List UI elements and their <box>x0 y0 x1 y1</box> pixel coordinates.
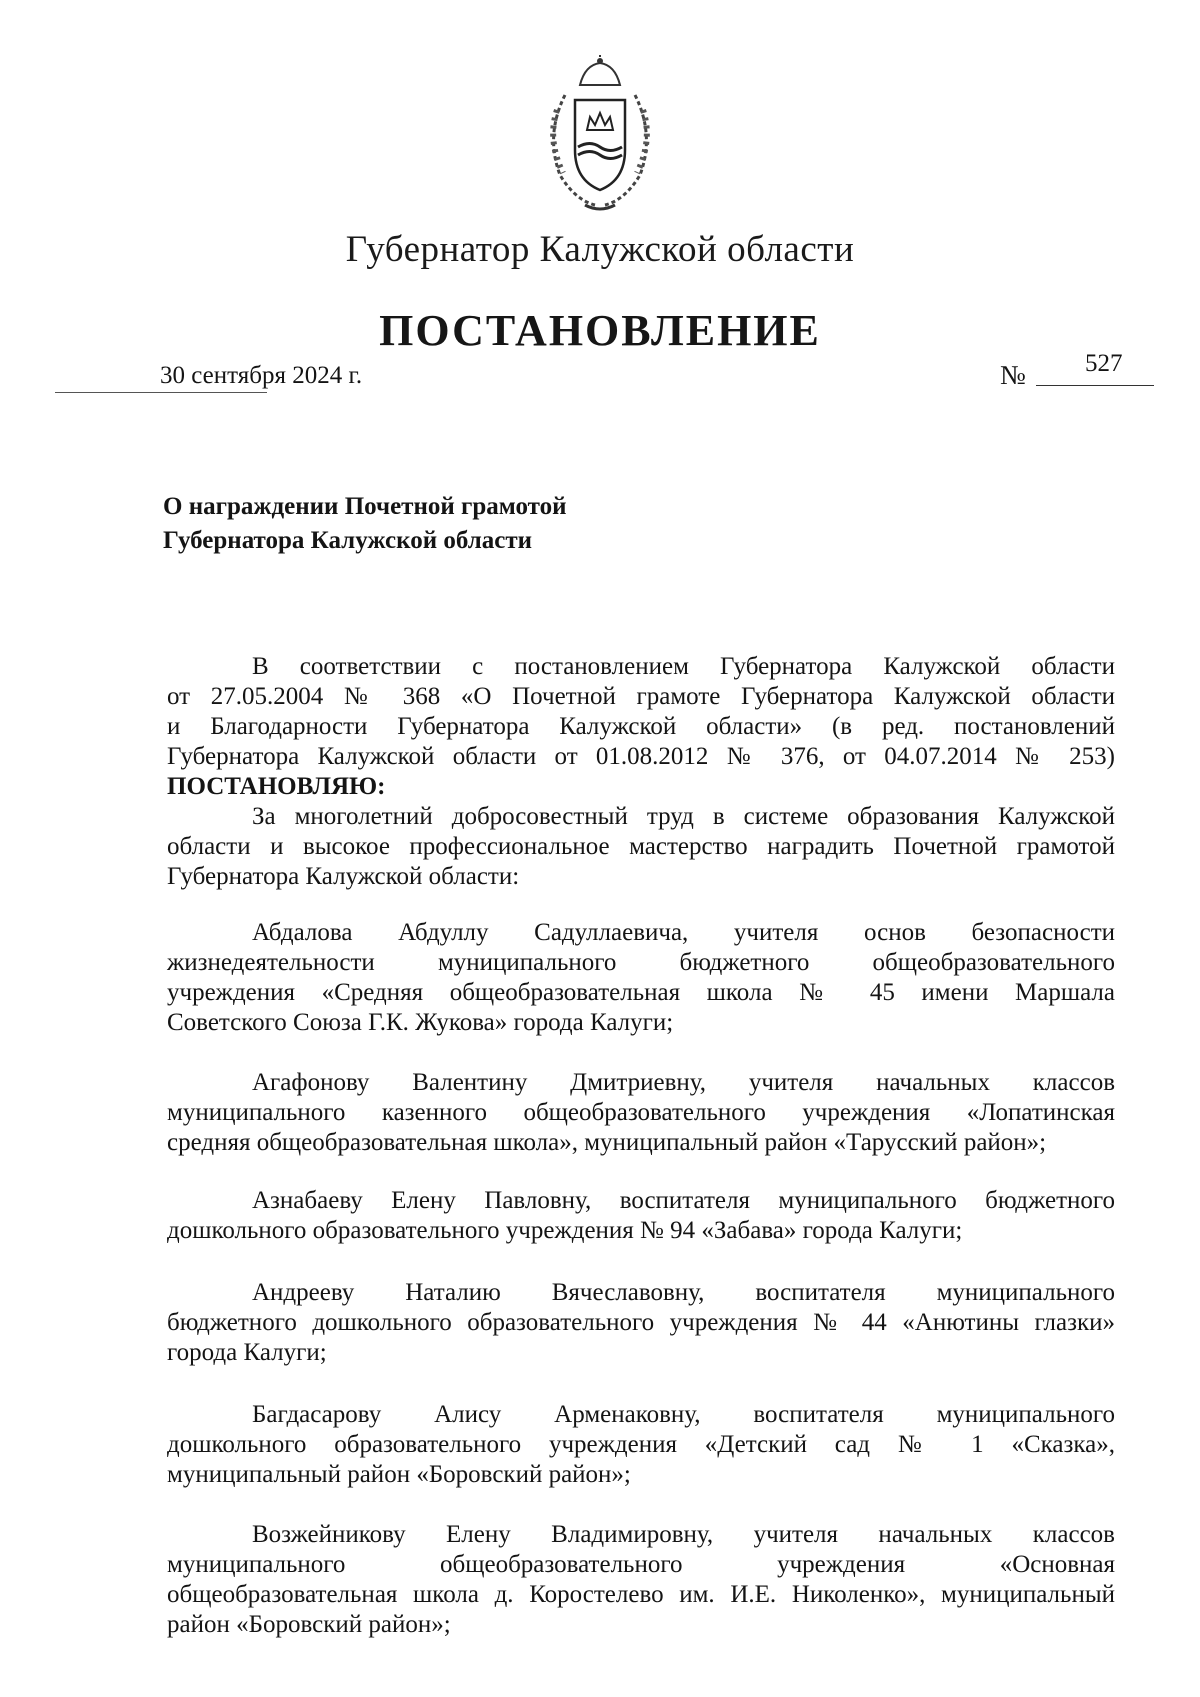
text-line: средняя общеобразовательная школа», муниципальный район «Тарусский район»; <box>167 1129 1047 1156</box>
text-line: от 27.05.2004 № 368 «О Почетной грамоте Губернатора Калужской области <box>167 683 1115 710</box>
date-underline <box>55 392 267 393</box>
decree-word: ПОСТАНОВЛЯЮ: <box>167 773 386 800</box>
text-line: бюджетного дошкольного образовательного учреждения № 44 «Анютины глазки» <box>167 1309 1115 1336</box>
document-number: 527 <box>1085 350 1123 377</box>
awardee-paragraph <box>167 1186 1115 1246</box>
text-line: общеобразовательная школа д. Коростелево им. И.Е. Николенко», муниципальный <box>167 1581 1115 1608</box>
awardee-paragraph <box>167 1068 1115 1158</box>
text-line: Багдасарову Алису Арменаковну, воспитателя муниципального <box>252 1401 1115 1428</box>
document-type: ПОСТАНОВЛЕНИЕ <box>379 306 821 355</box>
text-line: и Благодарности Губернатора Калужской области» (в ред. постановлений <box>167 713 1115 740</box>
text-line: дошкольного образовательного учреждения № 94 «Забава» города Калуги; <box>167 1217 963 1244</box>
text-line: муниципального общеобразовательного учреждения «Основная <box>167 1551 1115 1578</box>
number-underline <box>1036 385 1154 386</box>
number-label: № <box>1000 360 1026 390</box>
text-line: Агафонову Валентину Дмитриевну, учителя начальных классов <box>252 1069 1115 1096</box>
awardee-paragraph <box>167 1400 1115 1490</box>
text-line: муниципальный район «Боровский район»; <box>167 1461 631 1488</box>
text-line: области и высокое профессиональное мастерство наградить Почетной грамотой <box>167 833 1115 860</box>
awardee-paragraph <box>167 918 1115 1038</box>
subject-line: О награждении Почетной грамотой <box>163 493 567 520</box>
text-line: Абдалова Абдуллу Садуллаевича, учителя основ безопасности <box>252 919 1115 946</box>
text-line: учреждения «Средняя общеобразовательная школа № 45 имени Маршала <box>167 979 1115 1006</box>
text-line: дошкольного образовательного учреждения «Детский сад № 1 «Сказка», <box>167 1431 1115 1458</box>
document-subject <box>163 490 567 558</box>
text-line: За многолетний добросовестный труд в системе образования Калужской <box>252 803 1115 830</box>
text-line: Советского Союза Г.К. Жукова» города Калуги; <box>167 1009 674 1036</box>
text-line: Андрееву Наталию Вячеславовну, воспитателя муниципального <box>252 1279 1115 1306</box>
coat-of-arms-emblem <box>535 55 665 215</box>
text-line: муниципального казенного общеобразовательного учреждения «Лопатинская <box>167 1099 1115 1126</box>
text-line: Возжейникову Елену Владимировну, учителя начальных классов <box>252 1521 1115 1548</box>
issuer-title: Губернатор Калужской области <box>345 229 855 270</box>
subject-line: Губернатора Калужской области <box>163 527 533 554</box>
text-line: Губернатора Калужской области от 01.08.2012 № 376, от 04.07.2014 № 253) <box>167 743 1115 770</box>
document-date: 30 сентября 2024 г. <box>160 362 363 389</box>
text-line: район «Боровский район»; <box>167 1611 451 1638</box>
text-line: города Калуги; <box>167 1339 327 1366</box>
text-line: жизнедеятельности муниципального бюджетного общеобразовательного <box>167 949 1115 976</box>
preamble-paragraph <box>167 652 1115 892</box>
text-line: Губернатора Калужской области: <box>167 863 520 890</box>
text-line: Азнабаеву Елену Павловну, воспитателя муниципального бюджетного <box>252 1187 1115 1214</box>
awardee-paragraph <box>167 1520 1115 1640</box>
text-line: В соответствии с постановлением Губернатора Калужской области <box>252 653 1115 680</box>
awardee-paragraph <box>167 1278 1115 1368</box>
